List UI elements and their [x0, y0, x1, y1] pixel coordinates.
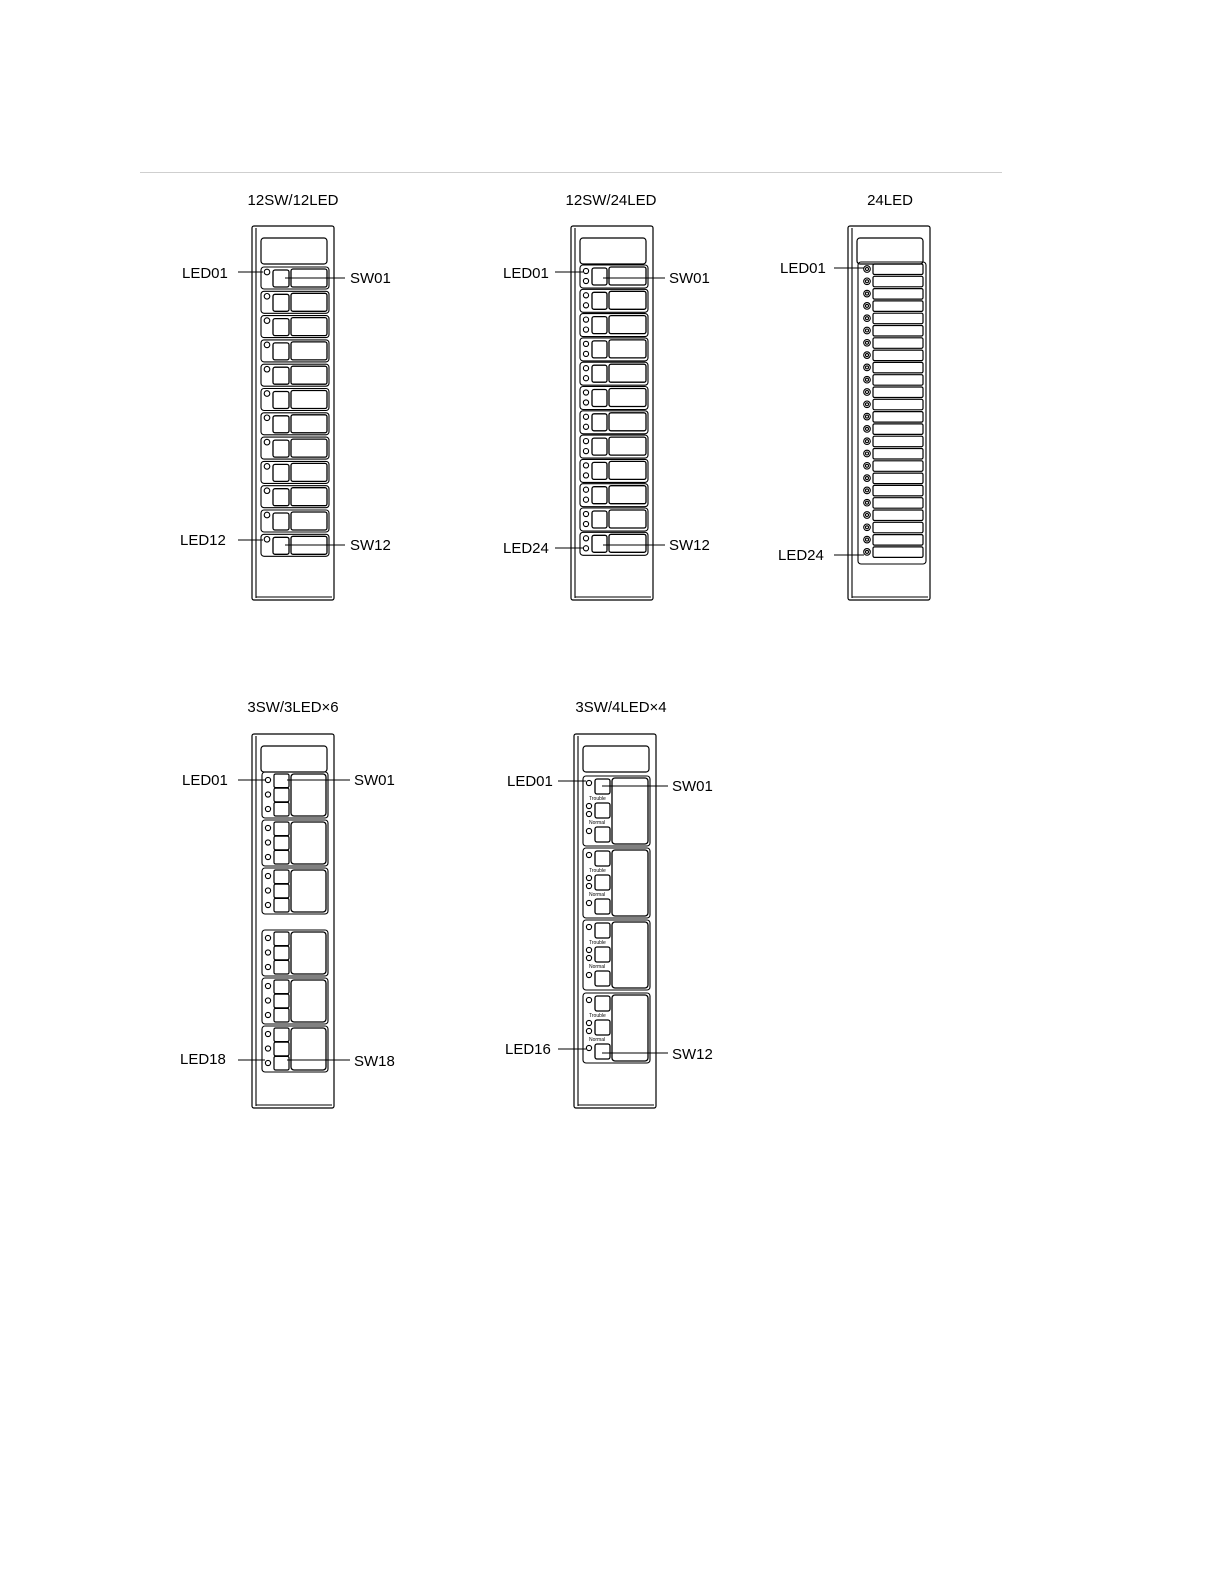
switch-button [273, 392, 289, 409]
switch-button [273, 319, 289, 336]
module-24led [848, 226, 930, 600]
led-indicator [264, 318, 270, 324]
switch-label-slot [609, 413, 646, 431]
switch-button [274, 994, 289, 1008]
switch-row [261, 340, 329, 362]
switch-button [274, 1028, 289, 1042]
led-indicator [864, 438, 871, 445]
switch-row [261, 316, 329, 338]
led-indicator-center [866, 341, 869, 344]
led-indicator [586, 972, 591, 977]
switch-group [262, 978, 328, 1024]
led-indicator [586, 811, 591, 816]
led-indicator [864, 524, 871, 531]
switch-button [592, 341, 607, 358]
switch-label-slot [291, 318, 327, 336]
trouble-label: Trouble [589, 940, 606, 946]
led-indicator [265, 888, 270, 893]
normal-label: Normal [589, 964, 606, 970]
led-indicator [583, 303, 588, 308]
trouble-label: Trouble [589, 796, 606, 802]
switch-label-slot [609, 364, 646, 382]
switch-button [595, 971, 610, 986]
switch-button [273, 464, 289, 481]
led-indicator [583, 327, 588, 332]
switch-row [261, 291, 329, 313]
callout-led16-panel5: LED16 [505, 1041, 551, 1058]
led-indicator [265, 854, 270, 859]
switch-button [274, 788, 289, 802]
led-indicator [264, 415, 270, 421]
module-3sw-3led-x6 [252, 734, 334, 1108]
callout-sw12-panel5: SW12 [672, 1046, 713, 1063]
group-label-slot [612, 995, 648, 1061]
switch-button [595, 1020, 610, 1035]
switch-label-slot [291, 488, 327, 506]
group-label-slot [291, 1028, 326, 1070]
led-indicator [586, 875, 591, 880]
led-indicator [586, 852, 591, 857]
switch-button [595, 923, 610, 938]
callout-led01-panel5: LED01 [507, 773, 553, 790]
switch-button [273, 343, 289, 360]
led-indicator [583, 317, 588, 322]
switch-label-slot [291, 512, 327, 530]
switch-row [261, 413, 329, 435]
led-indicator [583, 511, 588, 516]
led-label-slot [873, 449, 923, 460]
led-label-slot [873, 510, 923, 521]
led-indicator-center [866, 329, 869, 332]
switch-label-slot [609, 461, 646, 479]
label-window [261, 238, 327, 264]
led-indicator [583, 439, 588, 444]
callout-led01-panel4: LED01 [182, 772, 228, 789]
callout-led24-panel2: LED24 [503, 540, 549, 557]
led-label-slot [873, 338, 923, 349]
led-indicator [265, 902, 270, 907]
switch-button [273, 513, 289, 530]
switch-group [262, 868, 328, 914]
led-indicator [583, 414, 588, 419]
led-indicator [583, 473, 588, 478]
switch-row [261, 389, 329, 411]
callout-leaders [238, 268, 864, 1060]
led-indicator [864, 340, 871, 347]
led-indicator [586, 1028, 591, 1033]
switch-label-slot [609, 316, 646, 334]
switch-button [273, 440, 289, 457]
led-indicator [864, 278, 871, 285]
switch-button [592, 390, 607, 407]
switch-group [583, 920, 650, 990]
switch-button [595, 1044, 610, 1059]
switch-label-slot [291, 463, 327, 481]
switch-label-slot [609, 534, 646, 552]
switch-button [274, 802, 289, 816]
led-indicator [583, 497, 588, 502]
switch-label-slot [291, 415, 327, 433]
callout-led01-panel2: LED01 [503, 265, 549, 282]
led-indicator [264, 366, 270, 372]
switch-label-slot [609, 437, 646, 455]
led-indicator [864, 389, 871, 396]
led-indicator [265, 964, 270, 969]
group-label-slot [291, 870, 326, 912]
led-indicator [864, 450, 871, 457]
group-label-slot [291, 822, 326, 864]
switch-label-slot [291, 293, 327, 311]
led-indicator-center [866, 280, 869, 283]
led-indicator [264, 512, 270, 518]
led-indicator [864, 364, 871, 371]
led-indicator [586, 947, 591, 952]
switch-button [592, 268, 607, 285]
led-label-slot [873, 485, 923, 496]
label-window [580, 238, 646, 264]
led-indicator [586, 780, 591, 785]
module-12sw-12led [252, 226, 334, 600]
led-indicator [864, 352, 871, 359]
led-indicator [265, 983, 270, 988]
switch-row [261, 437, 329, 459]
group-label-slot [291, 980, 326, 1022]
led-indicator [265, 1046, 270, 1051]
switch-button [592, 317, 607, 334]
switch-group [262, 1026, 328, 1072]
panel-title-12sw-12led: 12SW/12LED [247, 192, 339, 209]
switch-button [273, 294, 289, 311]
switch-label-slot [609, 291, 646, 309]
switch-group [262, 820, 328, 866]
led-label-slot [873, 547, 923, 558]
switch-button [592, 365, 607, 382]
panel-title-12sw-24led: 12SW/24LED [565, 192, 657, 209]
switch-button [592, 535, 607, 552]
switch-button [592, 511, 607, 528]
switch-button [273, 367, 289, 384]
led-indicator [586, 883, 591, 888]
led-indicator [264, 537, 270, 543]
trouble-label: Trouble [589, 1013, 606, 1019]
switch-button [592, 438, 607, 455]
switch-button [592, 462, 607, 479]
led-label-slot [873, 387, 923, 398]
switch-button [274, 932, 289, 946]
switch-button [595, 947, 610, 962]
led-indicator [583, 390, 588, 395]
led-indicator-center [866, 366, 869, 369]
switch-button [595, 899, 610, 914]
led-indicator [864, 475, 871, 482]
led-indicator [583, 268, 588, 273]
switch-button [595, 851, 610, 866]
led-label-slot [873, 350, 923, 361]
switch-button [274, 884, 289, 898]
led-label-slot [873, 375, 923, 386]
switch-label-slot [291, 366, 327, 384]
led-indicator [265, 825, 270, 830]
group-label-slot [612, 922, 648, 988]
callout-sw01-panel2: SW01 [669, 270, 710, 287]
callout-led12-panel1: LED12 [180, 532, 226, 549]
led-indicator [583, 341, 588, 346]
led-indicator [265, 935, 270, 940]
led-indicator [265, 1060, 270, 1065]
led-label-slot [873, 424, 923, 435]
normal-label: Normal [589, 1037, 606, 1043]
switch-label-slot [291, 439, 327, 457]
led-indicator [583, 293, 588, 298]
led-indicator [264, 464, 270, 470]
module-frame [848, 226, 930, 600]
led-indicator [586, 828, 591, 833]
normal-label: Normal [589, 820, 606, 826]
switch-button [273, 489, 289, 506]
led-indicator [864, 463, 871, 470]
led-indicator [864, 536, 871, 543]
switch-label-slot [609, 267, 646, 285]
led-indicator [265, 873, 270, 878]
led-indicator [583, 449, 588, 454]
trouble-label: Trouble [589, 868, 606, 874]
led-indicator [583, 536, 588, 541]
switch-button [274, 946, 289, 960]
led-indicator [583, 400, 588, 405]
led-indicator [864, 327, 871, 334]
led-indicator [864, 426, 871, 433]
led-indicator [864, 413, 871, 420]
led-indicator-center [866, 354, 869, 357]
led-indicator-center [866, 489, 869, 492]
led-indicator [583, 424, 588, 429]
led-indicator [864, 266, 871, 273]
callout-sw01-panel4: SW01 [354, 772, 395, 789]
group-label-slot [612, 850, 648, 916]
led-label-slot [873, 522, 923, 533]
led-label-slot [873, 264, 923, 275]
led-indicator [864, 487, 871, 494]
switch-label-slot [609, 510, 646, 528]
led-indicator [583, 463, 588, 468]
label-window [261, 746, 327, 772]
callout-led01-panel3: LED01 [780, 260, 826, 277]
panel-title-3sw-4led-x4: 3SW/4LED×4 [575, 699, 667, 716]
led-indicator [265, 1012, 270, 1017]
switch-button [274, 1042, 289, 1056]
callout-sw01-panel1: SW01 [350, 270, 391, 287]
switch-button [595, 803, 610, 818]
led-label-slot [873, 326, 923, 337]
switch-button [274, 870, 289, 884]
led-indicator [586, 997, 591, 1002]
led-indicator-center [866, 477, 869, 480]
led-label-slot [873, 436, 923, 447]
led-indicator [583, 376, 588, 381]
led-indicator [864, 290, 871, 297]
switch-button [592, 292, 607, 309]
switch-row [261, 461, 329, 483]
group-label-slot [291, 932, 326, 974]
led-indicator-center [866, 538, 869, 541]
led-label-slot [873, 473, 923, 484]
led-indicator [265, 792, 270, 797]
led-label-slot [873, 399, 923, 410]
switch-button [274, 774, 289, 788]
switch-row [261, 510, 329, 532]
switch-label-slot [609, 486, 646, 504]
switch-button [274, 1056, 289, 1070]
led-label-slot [873, 313, 923, 324]
led-indicator-center [866, 440, 869, 443]
led-indicator [264, 391, 270, 397]
led-indicator [265, 840, 270, 845]
group-label-slot [612, 778, 648, 844]
led-indicator [586, 955, 591, 960]
led-indicator-center [866, 268, 869, 271]
led-indicator [586, 900, 591, 905]
led-indicator [583, 546, 588, 551]
led-label-slot [873, 289, 923, 300]
callout-sw12-panel1: SW12 [350, 537, 391, 554]
led-label-slot [873, 498, 923, 509]
module-frame [574, 734, 656, 1108]
callout-led01-panel1: LED01 [182, 265, 228, 282]
led-indicator [864, 303, 871, 310]
led-indicator [583, 351, 588, 356]
led-indicator-center [866, 427, 869, 430]
switch-button [273, 416, 289, 433]
led-indicator-center [866, 550, 869, 553]
led-label-slot [873, 535, 923, 546]
label-window [583, 746, 649, 772]
callout-led24-panel3: LED24 [778, 547, 824, 564]
label-window [857, 238, 923, 264]
switch-button [595, 827, 610, 842]
led-indicator-center [866, 514, 869, 517]
led-indicator-center [866, 526, 869, 529]
led-indicator-center [866, 403, 869, 406]
led-indicator-center [866, 304, 869, 307]
led-indicator [586, 1045, 591, 1050]
led-indicator-center [866, 415, 869, 418]
callout-sw12-panel2: SW12 [669, 537, 710, 554]
led-indicator [264, 439, 270, 445]
led-label-slot [873, 362, 923, 373]
led-indicator [264, 294, 270, 300]
led-indicator [586, 924, 591, 929]
led-indicator [583, 521, 588, 526]
switch-label-slot [291, 342, 327, 360]
led-indicator [864, 512, 871, 519]
led-indicator-center [866, 292, 869, 295]
panel-title-24led: 24LED [867, 192, 913, 209]
switch-group [262, 930, 328, 976]
led-indicator-center [866, 378, 869, 381]
callout-sw01-panel5: SW01 [672, 778, 713, 795]
switch-button [274, 1008, 289, 1022]
led-indicator-center [866, 452, 869, 455]
switch-button [274, 836, 289, 850]
led-indicator [264, 342, 270, 348]
panel-title-3sw-3led-x6: 3SW/3LED×6 [247, 699, 339, 716]
switch-button [274, 822, 289, 836]
led-indicator [265, 806, 270, 811]
led-indicator [864, 499, 871, 506]
led-indicator-center [866, 391, 869, 394]
led-indicator [583, 366, 588, 371]
led-indicator [265, 998, 270, 1003]
led-indicator-center [866, 464, 869, 467]
led-indicator [265, 1031, 270, 1036]
switch-row [261, 364, 329, 386]
led-indicator [264, 269, 270, 275]
led-indicator [264, 488, 270, 494]
switch-button [274, 980, 289, 994]
switch-group [262, 772, 328, 818]
switch-row [261, 486, 329, 508]
callout-led18-panel4: LED18 [180, 1051, 226, 1068]
module-12sw-24led [571, 226, 653, 600]
led-indicator [864, 549, 871, 556]
led-indicator [864, 315, 871, 322]
switch-button [595, 996, 610, 1011]
switch-button [273, 537, 289, 554]
led-indicator [583, 487, 588, 492]
switch-button [274, 850, 289, 864]
led-indicator [265, 950, 270, 955]
switch-button [592, 414, 607, 431]
switch-group [583, 848, 650, 918]
led-label-slot [873, 301, 923, 312]
switch-button [274, 960, 289, 974]
led-indicator [864, 401, 871, 408]
led-indicator [265, 777, 270, 782]
switch-button [274, 898, 289, 912]
switch-label-slot [609, 340, 646, 358]
led-indicator-center [866, 317, 869, 320]
led-indicator [864, 376, 871, 383]
led-indicator-center [866, 501, 869, 504]
switch-label-slot [291, 391, 327, 409]
led-indicator [586, 803, 591, 808]
switch-label-slot [609, 389, 646, 407]
module-frame [252, 734, 334, 1108]
switch-button [592, 487, 607, 504]
module-3sw-4led-x4 [574, 734, 656, 1108]
led-label-slot [873, 276, 923, 287]
normal-label: Normal [589, 892, 606, 898]
led-label-slot [873, 412, 923, 423]
callout-sw18-panel4: SW18 [354, 1053, 395, 1070]
switch-button [595, 875, 610, 890]
led-indicator [583, 278, 588, 283]
led-label-slot [873, 461, 923, 472]
led-indicator [586, 1020, 591, 1025]
